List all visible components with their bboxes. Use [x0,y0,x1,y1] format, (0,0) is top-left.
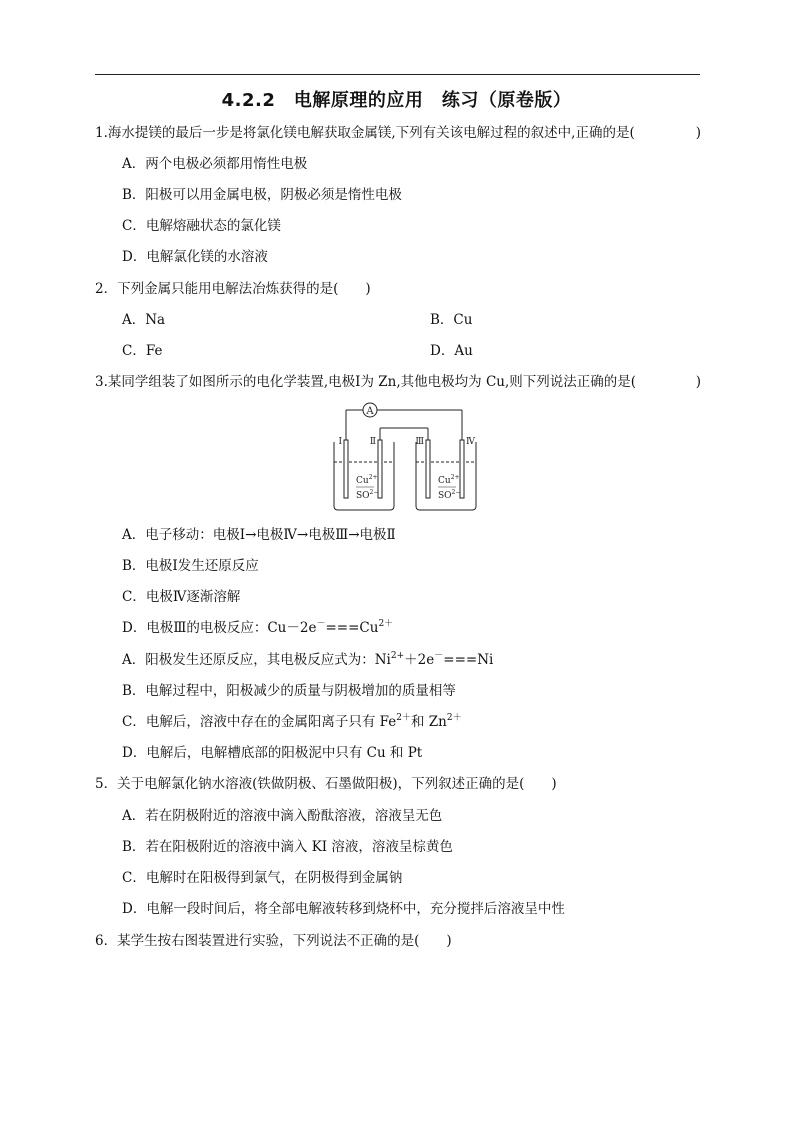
q1-option-c: C．电解熔融状态的氯化镁 [122,218,281,234]
q4-option-a: A．阳极发生还原反应，其电极反应式为：$Ni^{2+}+2e^-===Ni$ [122,651,494,668]
electrode-label-1: Ⅰ [338,437,342,447]
page-title: 4.2.2 电解原理的应用 练习（原卷版） [221,90,572,111]
q2-option-b: B．Cu [430,312,473,328]
q5-option-d: D．电解一段时间后，将全部电解液转移到烧杯中，充分搅拌后溶液呈中性 [122,901,565,917]
question-1 [95,124,705,142]
question-2-stem: 2．下列金属只能用电解法冶炼获得的是( ) [95,281,371,297]
electrode-label-3: Ⅲ [415,437,424,447]
q2-option-d: D．Au [430,343,473,359]
q3-option-d: D．电极Ⅲ的电极反应：$Cu-2e^-===Cu^{2+}$ [122,619,394,636]
q5-option-c: C．电解时在阳极得到氯气，在阴极得到金属钠 [122,870,403,886]
q3-option-c: C．电极Ⅳ逐渐溶解 [122,589,241,605]
question-5-stem: 5．关于电解氯化钠水溶液(铁做阴极、石墨做阳极)，下列叙述正确的是( ) [95,776,557,792]
q3-option-a: A．电子移动：电极Ⅰ→电极Ⅳ→电极Ⅲ→电极Ⅱ [122,527,396,543]
header-rule [95,74,700,75]
question-1-stem: 1.海水提镁的最后一步是将氯化镁电解获取金属镁,下列有关该电解过程的叙述中,正确的是( [95,125,635,141]
right-anion: $SO^{2-}$ [438,489,461,501]
right-cation: $Cu^{2+}$ [438,474,460,486]
q2-option-c: C．Fe [122,343,163,359]
q4-option-c: C．电解后，溶液中存在的金属阳离子只有 $Fe^{2+}$和 $Zn^{2+}$ [122,713,462,730]
left-cation: $Cu^{2+}$ [356,474,378,486]
q5-option-a: A．若在阴极附近的溶液中滴入酚酞溶液，溶液呈无色 [122,808,443,824]
left-anion: $SO^{2-}$ [356,489,379,501]
electrode-3 [426,440,430,498]
question-3-stem: 3.某同学组装了如图所示的电化学装置,电极Ⅰ为 Zn,其他电极均为 Cu,则下列说法正确的是( [95,374,637,390]
electrode-label-2: Ⅱ [369,437,376,447]
question-6-stem: 6．某学生按右图装置进行实验，下列说法不正确的是( ) [95,933,452,949]
electrode-2 [378,440,382,498]
q1-option-a: A．两个电极必须都用惰性电极 [122,156,308,172]
question-3 [95,373,705,391]
q5-option-b: B．若在阳极附近的溶液中滴入 KI 溶液，溶液呈棕黄色 [122,839,453,855]
electrode-1 [344,440,348,498]
q2-option-a: A．Na [122,312,166,328]
electrode-label-4: Ⅳ [466,437,475,447]
q4-option-d: D．电解后，电解槽底部的阳极泥中只有 Cu 和 Pt [122,745,423,761]
electrode-4 [460,440,464,498]
q3-option-b: B．电极Ⅰ发生还原反应 [122,558,259,574]
q1-option-d: D．电解氯化镁的水溶液 [122,249,268,265]
answer-blank: ) [695,374,701,390]
ammeter-label: A [366,406,374,417]
electrochemical-apparatus-figure [328,398,488,512]
q4-option-b: B．电解过程中，阳极减少的质量与阴极增加的质量相等 [122,683,456,699]
answer-blank: ) [695,125,701,141]
q1-option-b: B．阳极可以用金属电极，阴极必须是惰性电极 [122,187,402,203]
